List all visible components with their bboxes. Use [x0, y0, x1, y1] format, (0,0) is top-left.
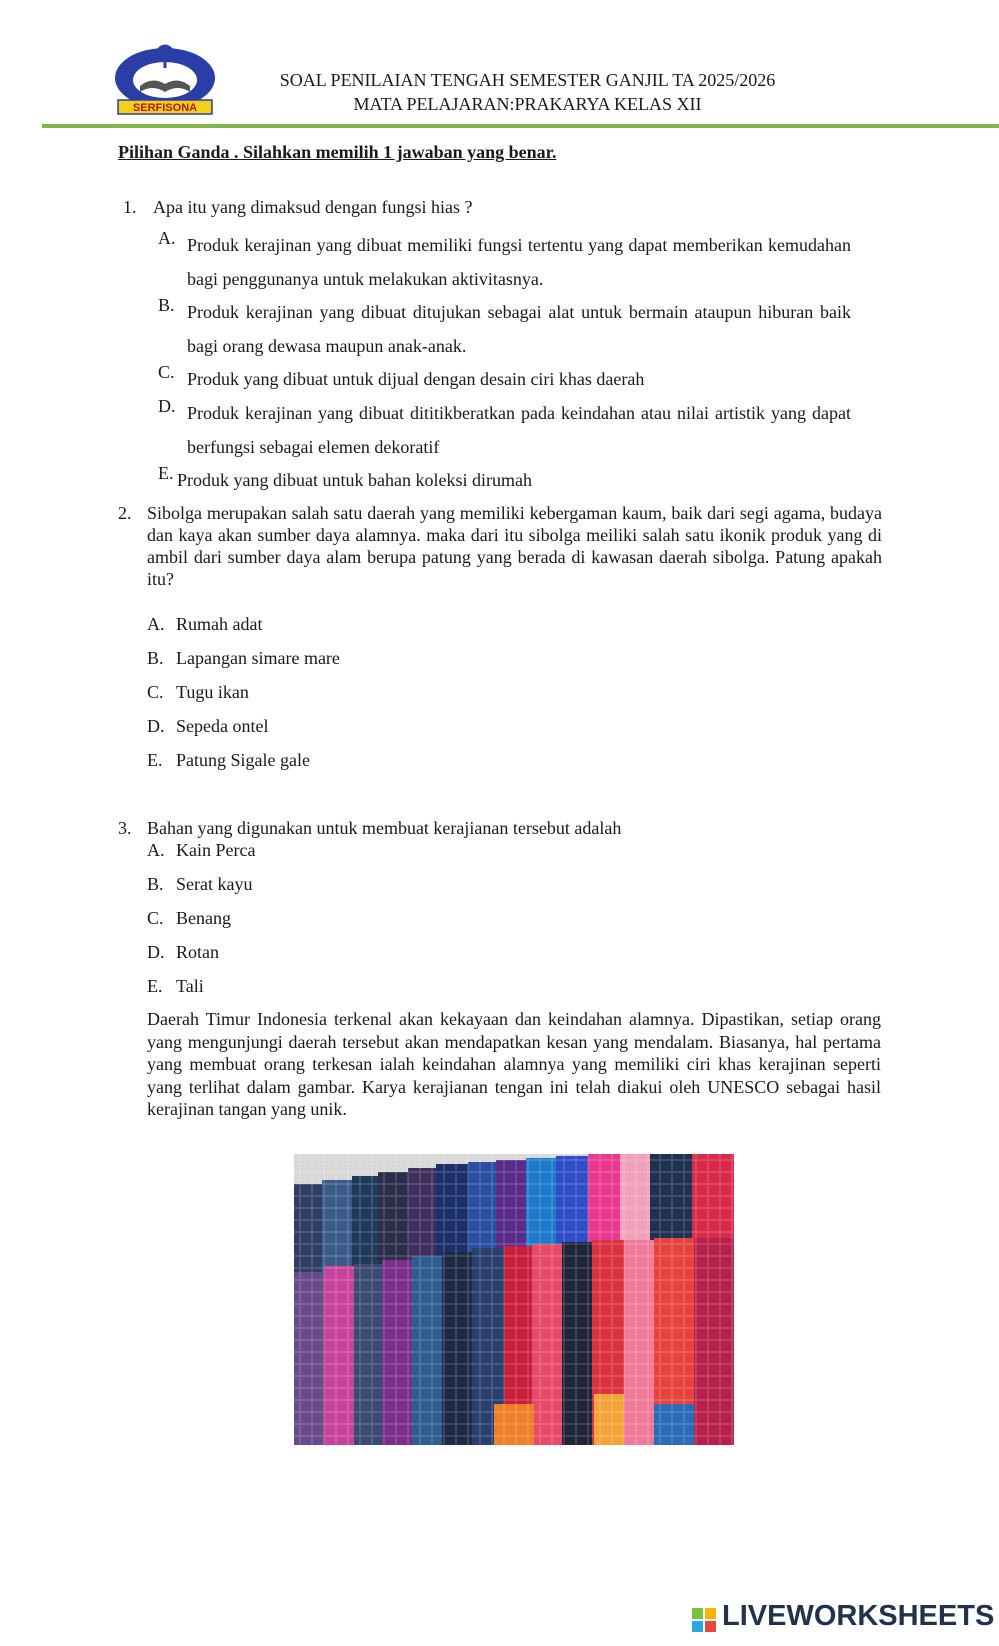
option-text: Kain Perca — [176, 840, 256, 860]
header-divider — [42, 124, 999, 128]
option-label: B. — [158, 295, 175, 315]
woven-textiles-photo — [294, 1154, 734, 1445]
document-header — [240, 68, 815, 116]
option-text: Produk kerajinan yang dibuat memiliki fungsi tertentu yang dapat memberikan kemudahan bagi penggunanya untuk melakukan aktivitasnya. — [187, 235, 851, 289]
school-logo — [110, 38, 220, 118]
option-label: D. — [158, 396, 176, 416]
option-label: B. — [147, 648, 164, 668]
option-text: Serat kayu — [176, 874, 253, 894]
question-number: 1. — [123, 197, 137, 217]
question-number: 3. — [118, 818, 132, 838]
option-label: E. — [158, 463, 174, 483]
option-label: E. — [147, 750, 163, 770]
question-text: Bahan yang digunakan untuk membuat kerajianan tersebut adalah — [147, 818, 622, 838]
question-number: 2. — [118, 503, 132, 523]
question-text: Sibolga merupakan salah satu daerah yang memiliki kebergaman kaum, baik dari segi agama, budaya dan kaya akan sumber daya alamnya. maka dari itu sibolga meiliki salah satu ikonik produk yang di ambil dari sumber daya alam berupa patung yang berada di kawasan daerah sibolga. Patung apakah itu? — [147, 503, 882, 589]
header-title-line2: MATA PELAJARAN:PRAKARYA KELAS XII — [353, 94, 702, 114]
option-text: Tali — [176, 976, 204, 996]
option-text: Produk yang dibuat untuk dijual dengan desain ciri khas daerah — [187, 369, 645, 389]
option-text: Rotan — [176, 942, 219, 962]
header-title-line1: SOAL PENILAIAN TENGAH SEMESTER GANJIL TA 2025/2026 — [279, 70, 776, 90]
liveworksheets-brand[interactable]: LIVEWORKSHEETS — [722, 1600, 995, 1632]
context-paragraph: Daerah Timur Indonesia terkenal akan kekayaan dan keindahan alamnya. Dipastikan, setiap orang yang mengunjungi daerah tersebut akan mendapatkan kesan yang mendalam. Biasanya, hal pertama yang membuat orang terkesan ialah keindahan alamnya yang memiliki ciri khas kerajinan seperti yang terlihat dalam gambar. Karya kerajianan tengan ini telah diakui oleh UNESCO sebagai hasil kerajinan tangan yang unik. — [147, 1009, 881, 1119]
option-label: A. — [147, 614, 165, 634]
option-label: A. — [147, 840, 165, 860]
option-text: Produk kerajinan yang dibuat dititikberatkan pada keindahan atau nilai artistik yang dapat berfungsi sebagai elemen dekoratif — [187, 403, 851, 457]
option-text: Lapangan simare mare — [176, 648, 340, 668]
option-label: D. — [147, 942, 165, 962]
option-text: Produk yang dibuat untuk bahan koleksi dirumah — [177, 470, 532, 490]
option-text: Tugu ikan — [176, 682, 249, 702]
logo-text: SERFISONA — [132, 102, 198, 114]
option-label: C. — [147, 908, 164, 928]
option-label: A. — [158, 228, 176, 248]
option-label: D. — [147, 716, 165, 736]
liveworksheets-logo-icon — [692, 1608, 716, 1632]
option-text: Benang — [176, 908, 231, 928]
option-text: Produk kerajinan yang dibuat ditujukan sebagai alat untuk bermain ataupun hiburan baik bagi orang dewasa maupun anak-anak. — [187, 302, 851, 356]
option-text: Rumah adat — [176, 614, 263, 634]
option-text: Sepeda ontel — [176, 716, 269, 736]
question-text: Apa itu yang dimaksud dengan fungsi hias ? — [153, 197, 473, 217]
option-label: C. — [158, 362, 175, 382]
instruction-heading: Pilihan Ganda . Silahkan memilih 1 jawaban yang benar. — [118, 142, 557, 162]
option-text: Patung Sigale gale — [176, 750, 310, 770]
option-label: C. — [147, 682, 164, 702]
option-label: E. — [147, 976, 163, 996]
option-label: B. — [147, 874, 164, 894]
